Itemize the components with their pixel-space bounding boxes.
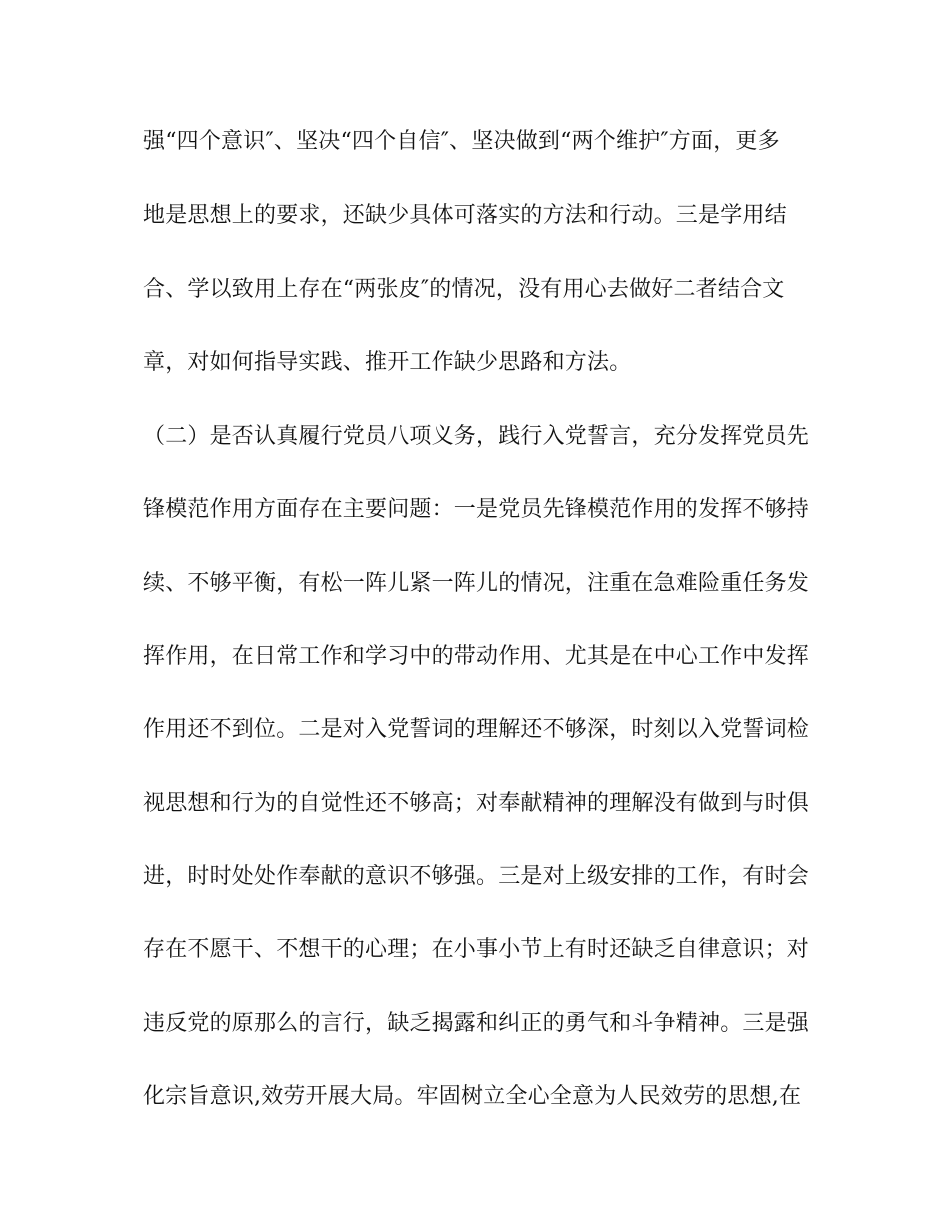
section-heading-line: （二）是否认真履行党员八项义务，践行入党誓言，充分发挥党员先 — [143, 424, 810, 449]
text-line: 违反党的原那么的言行，缺乏揭露和纠正的勇气和斗争精神。三是强 — [143, 1011, 810, 1036]
text-line: 地是思想上的要求，还缺少具体可落实的方法和行动。三是学用结 — [143, 203, 787, 228]
text-line: 化宗旨意识,效劳开展大局。牢固树立全心全意为人民效劳的思想,在 — [143, 1084, 802, 1109]
text-line: 挥作用，在日常工作和学习中的带动作用、尤其是在中心工作中发挥 — [143, 644, 810, 669]
text-line: 续、不够平衡，有松一阵儿紧一阵儿的情况，注重在急难险重任务发 — [143, 571, 810, 596]
text-line: 强“四个意识″、坚决“四个自信″、坚决做到“两个维护″方面，更多 — [143, 129, 780, 154]
text-line: 合、学以致用上存在“两张皮″的情况，没有用心去做好二者结合文 — [143, 277, 785, 302]
text-line: 锋模范作用方面存在主要问题：一是党员先锋模范作用的发挥不够持 — [143, 497, 810, 522]
text-line: 作用还不到位。二是对入党誓词的理解还不够深，时刻以入党誓词检 — [143, 717, 810, 742]
text-line: 视思想和行为的自觉性还不够高；对奉献精神的理解没有做到与时俱 — [143, 791, 810, 816]
text-line: 存在不愿干、不想干的心理；在小事小节上有时还缺乏自律意识；对 — [143, 937, 810, 962]
text-line: 进，时时处处作奉献的意识不够强。三是对上级安排的工作，有时会 — [143, 864, 810, 889]
text-line: 章，对如何指导实践、推开工作缺少思路和方法。 — [143, 350, 632, 375]
